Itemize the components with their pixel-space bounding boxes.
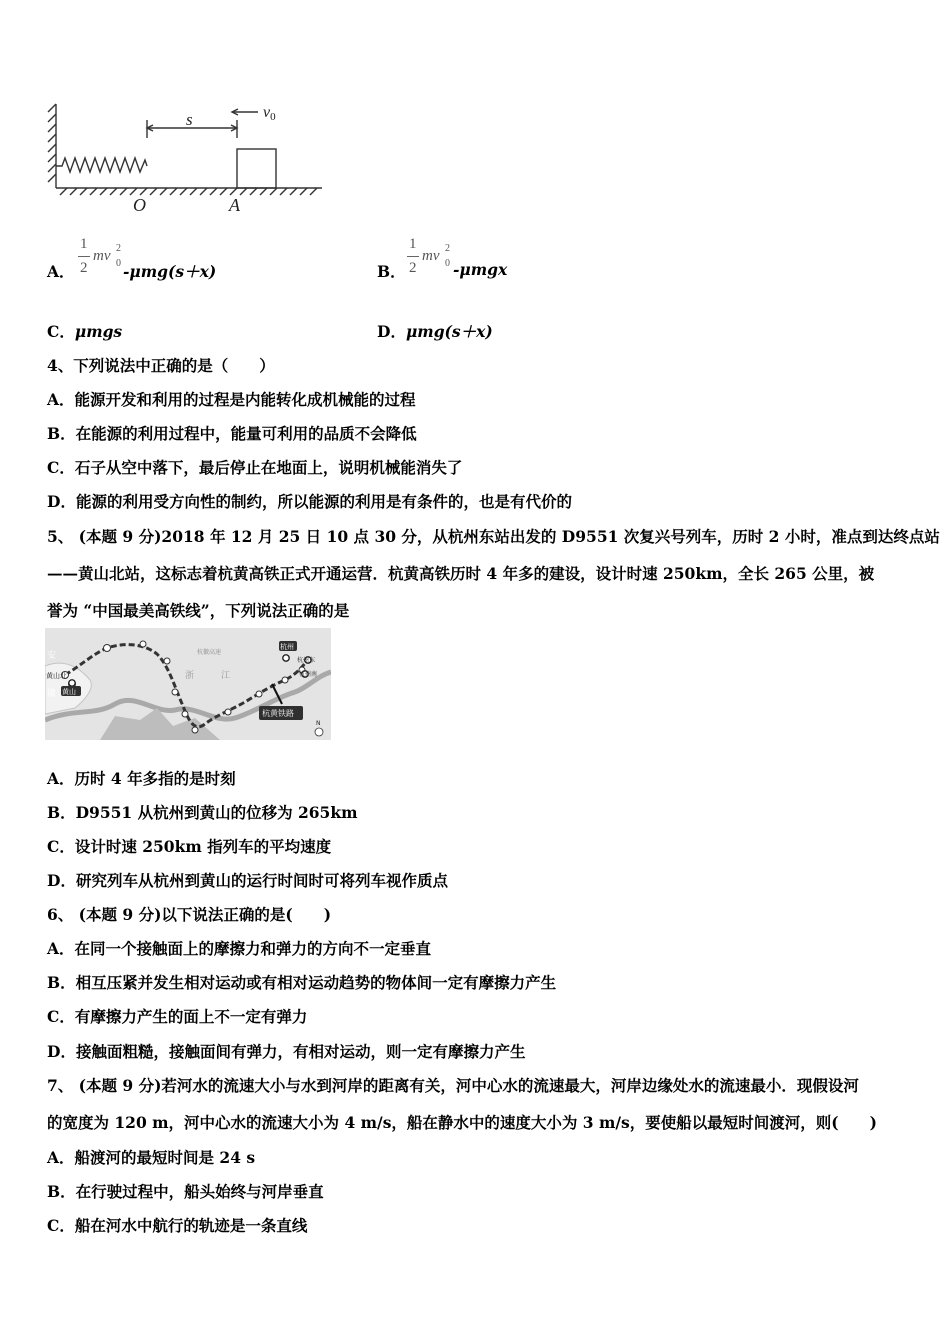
v0-label: v0 [263, 104, 276, 123]
q3-option-c [47, 320, 122, 342]
q7-option-c: C．船在河水中航行的轨迹是一条直线 [47, 1216, 308, 1235]
map-label-an: 安 [47, 651, 57, 661]
q5-stem-line3: 誉为 “中国最美高铁线”，下列说法正确的是 [47, 601, 350, 620]
q3-option-d [377, 320, 493, 342]
map-label-huangshan: 黄山 [62, 688, 76, 696]
q6-option-a: A．在同一个接触面上的摩擦力和弹力的方向不一定垂直 [47, 939, 432, 958]
compass-icon [315, 728, 323, 736]
spring-block-figure [44, 98, 334, 218]
map-label-huangshanbei: 黄山北 [46, 672, 67, 680]
map-label-expressway: 杭徽高速 [197, 649, 222, 656]
subscript: 0 [116, 258, 121, 269]
q6-stem: 6、 (本题 9 分)以下说法正确的是( ) [47, 905, 332, 924]
q3-option-b [377, 236, 697, 286]
superscript: 2 [116, 243, 121, 254]
option-text: -μmgx [453, 260, 508, 279]
q6-option-d: D．接触面粗糙，接触面间有弹力，有相对运动，则一定有摩擦力产生 [47, 1042, 526, 1061]
q5-option-d: D．研究列车从杭州到黄山的运行时间时可将列车视作质点 [47, 871, 448, 890]
q7-option-b: B．在行驶过程中，船头始终与河岸垂直 [47, 1182, 324, 1201]
a-label: A [229, 195, 240, 215]
map-label-hangzhounan: 杭州南 [299, 671, 318, 678]
mv-term: mv [422, 248, 440, 264]
option-label: D． [377, 322, 406, 341]
hangzhou-huangshan-railway-map [45, 628, 331, 740]
mv-term: mv [93, 248, 111, 264]
s-label: s [186, 110, 193, 129]
map-label-hangzhou: 杭州 [280, 643, 294, 651]
map-label-zhe: 浙 [185, 671, 195, 681]
q4-stem: 4、下列说法中正确的是（ ） [47, 356, 275, 375]
option-label: C． [47, 322, 75, 341]
q4-option-c: C．石子从空中落下，最后停止在地面上，说明机械能消失了 [47, 458, 463, 477]
option-text: μmg(s＋x) [405, 322, 493, 341]
fraction-denominator: 2 [80, 260, 88, 276]
map-label-jiang: 江 [221, 671, 231, 681]
fraction-numerator: 1 [80, 236, 88, 252]
q5-option-a: A．历时 4 年多指的是时刻 [47, 769, 236, 788]
q7-option-a: A．船渡河的最短时间是 24 s [47, 1148, 256, 1167]
q5-stem-line1: 5、 (本题 9 分)2018 年 12 月 25 日 10 点 30 分，从杭州东站出发的 D9551 次复兴号列车，历时 2 小时，准点到达终点站 [47, 527, 940, 546]
q4-option-b: B．在能源的利用过程中，能量可利用的品质不会降低 [47, 424, 417, 443]
map-label-railway: 杭黄铁路 [262, 709, 294, 718]
block [237, 149, 276, 188]
q5-stem-line2: ——黄山北站，这标志着杭黄高铁正式开通运营．杭黄高铁历时 4 年多的建设，设计时速 250km，全长 265 公里，被 [47, 564, 875, 583]
option-label: B． [377, 262, 406, 281]
option-text: μmgs [74, 322, 123, 341]
q5-option-c: C．设计时速 250km 指列车的平均速度 [47, 837, 332, 856]
q6-option-b: B．相互压紧并发生相对运动或有相对运动趋势的物体间一定有摩擦力产生 [47, 973, 557, 992]
q3-option-a [47, 236, 367, 286]
subscript: 0 [445, 258, 450, 269]
fraction-bar [78, 256, 90, 257]
o-label: O [133, 195, 146, 215]
q4-option-d: D．能源的利用受方向性的制约，所以能源的利用是有条件的，也是有代价的 [47, 492, 572, 511]
map-label-hangzhoudong: 杭州东 [297, 657, 316, 664]
fraction-numerator: 1 [409, 236, 417, 252]
north-label: N [316, 720, 321, 727]
q6-option-c: C．有摩擦力产生的面上不一定有弹力 [47, 1007, 308, 1026]
option-label: A． [47, 262, 75, 281]
q7-stem-line2: 的宽度为 120 m，河中心水的流速大小为 4 m/s，船在静水中的速度大小为 3 m/s，要使船以最短时间渡河，则( ) [47, 1113, 877, 1132]
map-label-hui: 徽 [47, 689, 57, 699]
option-text: -μmg(s＋x) [123, 262, 217, 281]
fraction-bar [407, 256, 419, 257]
fraction-denominator: 2 [409, 260, 417, 276]
q7-stem-line1: 7、 (本题 9 分)若河水的流速大小与水到河岸的距离有关，河中心水的流速最大，河岸边缘处水的流速最小．现假设河 [47, 1076, 859, 1095]
q5-option-b: B．D9551 从杭州到黄山的位移为 265km [47, 803, 358, 822]
spring [56, 158, 147, 172]
superscript: 2 [445, 243, 450, 254]
q4-option-a: A．能源开发和利用的过程是内能转化成机械能的过程 [47, 390, 416, 409]
